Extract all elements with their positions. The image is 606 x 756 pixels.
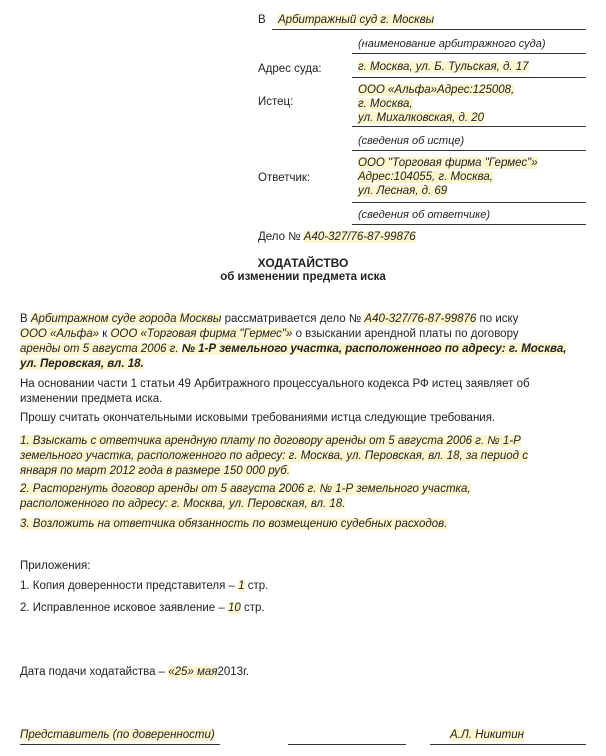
land-plot-inline: № 1-Р земельного участка, расположенного по адресу: г. Москва,: [181, 343, 567, 355]
case-number: А40-327/76-87-99876: [303, 231, 416, 243]
representative-name: А.Л. Никитин: [450, 729, 524, 741]
defendant-line-2: Адрес:104055, г. Москва,: [358, 171, 493, 183]
plaintiff-field: [352, 82, 586, 127]
defendant-label: Ответчик:: [258, 172, 311, 184]
attachment-2-pages: 10: [227, 602, 241, 614]
plaintiff-line-3: ул. Михалковская, д. 20: [358, 112, 485, 124]
court-caption: (наименование арбитражного суда): [358, 38, 546, 50]
case-label: Дело №: [258, 231, 301, 243]
court-name-field: [272, 11, 586, 30]
signature-line: [288, 744, 406, 745]
court-address-field: [352, 58, 586, 78]
document-title: ХОДАТАЙСТВО: [257, 256, 349, 270]
defendant-field: [352, 154, 586, 203]
plaintiff-inline: ООО «Альфа»: [20, 328, 100, 340]
requirement-3: 3. Возложить на ответчика обязанность по возмещению судебных расходов.: [20, 518, 448, 530]
representative-field: [20, 727, 220, 745]
court-name-inline: Арбитражном суде города Москвы: [30, 313, 222, 325]
defendant-caption-line: [352, 224, 586, 225]
defendant-inline: ООО «Торговая фирма "Гермес"»: [110, 328, 293, 340]
plaintiff-line-1: ООО «Альфа»Адрес:125008,: [358, 84, 515, 96]
court-address: г. Москва, ул. Б. Тульская, д. 17: [358, 61, 529, 73]
date-value: «25» мая: [168, 666, 218, 678]
attachment-1-pages: 1: [238, 580, 245, 592]
representative-label: Представитель (по доверенности): [20, 729, 215, 741]
paragraph-request-intro: Прошу считать окончательными исковыми требованиями истца следующие требования.: [20, 412, 496, 424]
defendant-line-3: ул. Лесная, д. 69: [358, 185, 448, 197]
plaintiff-line-2: г. Москва,: [358, 98, 413, 110]
document-subtitle: об изменении предмета иска: [220, 271, 386, 283]
plaintiff-caption: (сведения об истце): [358, 135, 465, 147]
case-number-inline: А40-327/76-87-99876: [364, 313, 477, 325]
p1-line-1: В Арбитражном суде города Москвы рассматривается дело № А40-327/76-87-99876 по иску: [20, 313, 519, 325]
case-number-line: [258, 231, 416, 243]
date-year: 2013г.: [217, 666, 250, 678]
defendant-line-1: ООО "Торговая фирма "Гермес"»: [358, 157, 538, 169]
attachment-item-2: 2. Исправленное исковое заявление – 10 стр.: [20, 602, 265, 614]
submission-date: Дата подачи ходатайства – «25» мая2013г.: [20, 666, 250, 678]
attachments-heading: Приложения:: [20, 560, 91, 572]
requirement-2: 2. Расторгнуть договор аренды от 5 августа 2006 г. № 1-Р земельного участка, расположенного по адресу: г. Москва, ул. Перовская, вл. 18.: [20, 483, 471, 510]
defendant-caption: (сведения об ответчике): [358, 209, 491, 221]
court-address-label: Адрес суда:: [258, 63, 322, 75]
p1-line-2: ООО «Альфа» к ООО «Торговая фирма "Гермес"» о взыскании арендной платы по договору: [20, 328, 519, 340]
requirement-1: 1. Взыскать с ответчика арендную плату по договору аренды от 5 августа 2006 г. № 1-Р земельного участка, расположенного по адресу: г. Москва, ул. Перовская, вл. 18, за период с января по март 2012 года в размере 150 000 руб.: [20, 435, 528, 477]
plaintiff-label: Истец:: [258, 96, 294, 108]
paragraph-case-info: [20, 312, 586, 372]
paragraph-legal-basis: На основании части 1 статьи 49 Арбитражного процессуального кодекса РФ истец заявляет об изменении предмета иска.: [20, 378, 530, 405]
plaintiff-caption-line: [352, 150, 586, 151]
to-label: В: [258, 14, 266, 26]
court-caption-line: [352, 53, 586, 54]
attachment-item-1: 1. Копия доверенности представителя – 1 стр.: [20, 580, 269, 592]
p1-line-3: аренды от 5 августа 2006 г. № 1-Р земельного участка, расположенного по адресу: г. Москва,: [20, 343, 567, 355]
p1-line-4: ул. Перовская, вл. 18.: [20, 358, 144, 370]
court-name: Арбитражный суд г. Москвы: [278, 14, 435, 26]
representative-name-field: [430, 727, 586, 745]
